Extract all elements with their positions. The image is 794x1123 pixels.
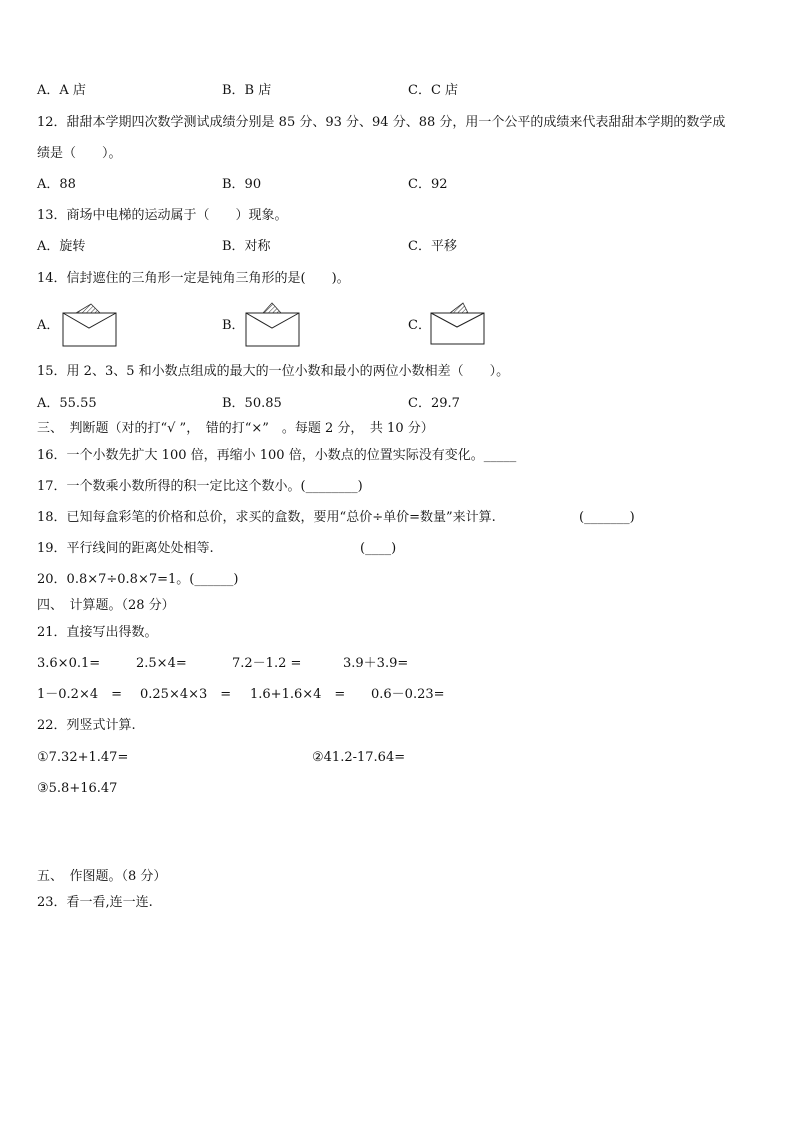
q19-text: 19．平行线间的距离处处相等. <box>37 541 214 556</box>
section3-title: 三、 判断题（对的打“√ ”， 错的打“×” 。每题 2 分， 共 10 分） <box>37 421 434 436</box>
section5-title: 五、 作图题。（8 分） <box>37 869 167 884</box>
q21-calc: 7.2－1.2 = <box>232 656 302 671</box>
q21-calc: 3.6×0.1= <box>37 656 101 671</box>
q16-text: 16．一个小数先扩大 100 倍，再缩小 100 倍，小数点的位置实际没有变化。_____ <box>37 448 517 463</box>
q22-item-3: ③5.8+16.47 <box>37 781 118 796</box>
q15-stem: 15．用 2、3、5 和小数点组成的最大的一位小数和最小的两位小数相差（ ）。 <box>37 364 510 379</box>
q12-option-c: C．92 <box>408 177 448 192</box>
q21-calc: 0.6－0.23= <box>371 687 445 702</box>
q13-option-a: A．旋转 <box>37 239 86 254</box>
section4-title: 四、 计算题。（28 分） <box>37 598 175 613</box>
envelope-acute-hint-icon <box>430 302 486 346</box>
envelope-right-hint-icon <box>245 302 301 348</box>
q20-text: 20．0.8×7÷0.8×7=1。(______) <box>37 572 239 587</box>
q17-text: 17．一个数乘小数所得的积一定比这个数小。(________) <box>37 479 363 494</box>
q14-option-b: B． <box>222 318 245 333</box>
q14-envelope-b <box>245 302 301 348</box>
q18-answer-blank[interactable]: (_______) <box>579 510 635 525</box>
q18-text: 18．已知每盒彩笔的价格和总价，求买的盒数，要用“总价÷单价=数量”来计算. <box>37 510 496 525</box>
q21-calc: 0.25×4×3 = <box>140 687 232 702</box>
q21-calc: 2.5×4= <box>136 656 187 671</box>
q21-calc: 1.6+1.6×4 = <box>250 687 346 702</box>
q21-calc: 1－0.2×4 = <box>37 687 123 702</box>
q22-item-1: ①7.32+1.47= <box>37 750 129 765</box>
q14-envelope-a <box>62 303 118 348</box>
q12-stem-line1: 12．甜甜本学期四次数学测试成绩分别是 85 分、93 分、94 分、88 分，用一个公平的成绩来代表甜甜本学期的数学成 <box>37 115 726 130</box>
q11-option-c: C．C 店 <box>408 83 459 98</box>
q19-answer-blank[interactable]: (____) <box>360 541 397 556</box>
q12-option-a: A．88 <box>37 177 76 192</box>
envelope-obtuse-hint-icon <box>62 303 118 348</box>
q14-envelope-c <box>430 302 486 346</box>
q15-option-b: B．50.85 <box>222 396 282 411</box>
q15-option-c: C．29.7 <box>408 396 460 411</box>
q22-item-2: ②41.2-17.64= <box>312 750 406 765</box>
q11-option-a: A．A 店 <box>37 83 86 98</box>
q15-option-a: A．55.55 <box>37 396 97 411</box>
q14-option-c: C． <box>408 318 431 333</box>
q13-option-c: C．平移 <box>408 239 457 254</box>
q14-stem: 14．信封遮住的三角形一定是钝角三角形的是( )。 <box>37 271 350 286</box>
q21-calc: 3.9＋3.9= <box>343 656 409 671</box>
q12-stem-line2: 绩是（ ）。 <box>37 146 122 161</box>
q11-option-b: B．B 店 <box>222 83 272 98</box>
q23-stem: 23．看一看,连一连. <box>37 895 153 910</box>
q14-option-a: A． <box>37 318 60 333</box>
q13-option-b: B．对称 <box>222 239 271 254</box>
q21-stem: 21．直接写出得数。 <box>37 625 158 640</box>
q12-option-b: B．90 <box>222 177 262 192</box>
q22-stem: 22．列竖式计算. <box>37 718 136 733</box>
q13-stem: 13．商场中电梯的运动属于（ ）现象。 <box>37 208 288 223</box>
